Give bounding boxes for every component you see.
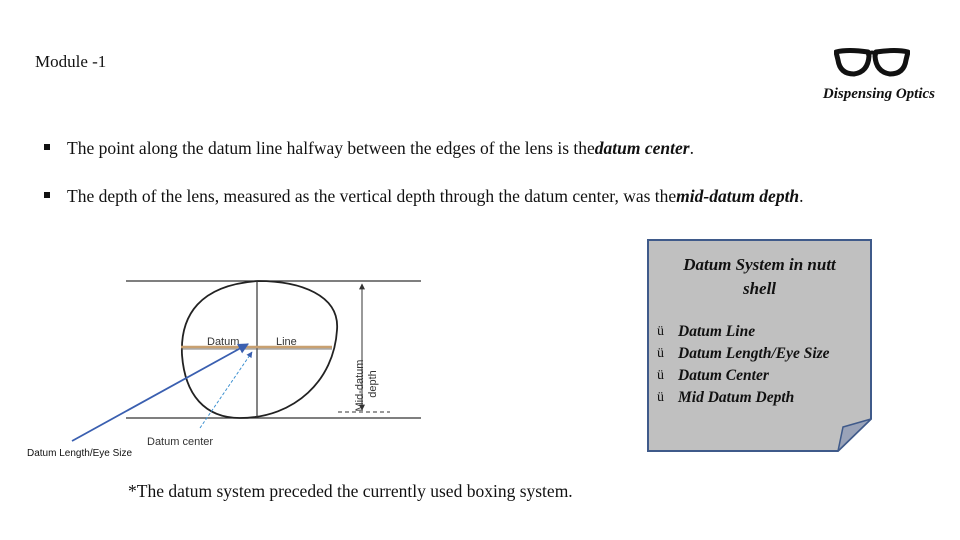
- bullet-square: [44, 144, 50, 150]
- eyeglasses-icon: [834, 46, 910, 78]
- list-item-label: Datum Length/Eye Size: [678, 345, 830, 362]
- note-title-line2: shell: [742, 279, 777, 298]
- note-title: [647, 253, 872, 301]
- datum-diagram: [0, 230, 440, 470]
- footnote: *The datum system preceded the currently used boxing system.: [128, 481, 573, 501]
- datum-summary-note: [647, 239, 872, 452]
- list-item-label: Datum Center: [678, 367, 769, 384]
- mid-datum-label: [354, 356, 379, 411]
- list-item: [657, 343, 830, 365]
- line-label: Line: [276, 336, 297, 348]
- datum-length-label: Datum Length/Eye Size: [27, 448, 133, 459]
- bullet-square: [44, 192, 50, 198]
- bullet-tail: .: [799, 186, 804, 206]
- list-item-label: Mid Datum Depth: [678, 389, 795, 406]
- note-title-line1: Datum System in nutt: [683, 255, 836, 274]
- list-item: [657, 387, 830, 409]
- check-icon: ü: [657, 324, 664, 339]
- bullet-text: The depth of the lens, measured as the vertical depth through the datum center, was the: [67, 186, 677, 206]
- datum-center-label: Datum center: [147, 436, 214, 448]
- check-icon: ü: [657, 368, 664, 383]
- list-item: [657, 365, 830, 387]
- subtitle: Dispensing Optics: [822, 86, 935, 102]
- bullet-tail: .: [689, 138, 694, 158]
- note-list: [657, 321, 830, 409]
- check-icon: ü: [657, 346, 664, 361]
- mid-datum-label-line2: depth: [367, 370, 379, 398]
- datum-label: Datum: [207, 336, 240, 348]
- check-icon: ü: [657, 390, 664, 405]
- list-item-label: Datum Line: [678, 323, 756, 340]
- mid-datum-label-line1: Mid-datum: [354, 359, 366, 412]
- list-item: [657, 321, 830, 343]
- bullet-datum-center: [44, 138, 694, 159]
- module-label: Module -1: [35, 52, 107, 71]
- datum-length-arrow: [72, 344, 248, 441]
- lens-outline: [182, 281, 337, 418]
- bullet-term: datum center: [594, 138, 690, 158]
- bullet-term: mid-datum depth: [676, 186, 800, 206]
- bullet-mid-datum-depth: [44, 186, 804, 207]
- bullet-text: The point along the datum line halfway between the edges of the lens is the: [67, 138, 595, 158]
